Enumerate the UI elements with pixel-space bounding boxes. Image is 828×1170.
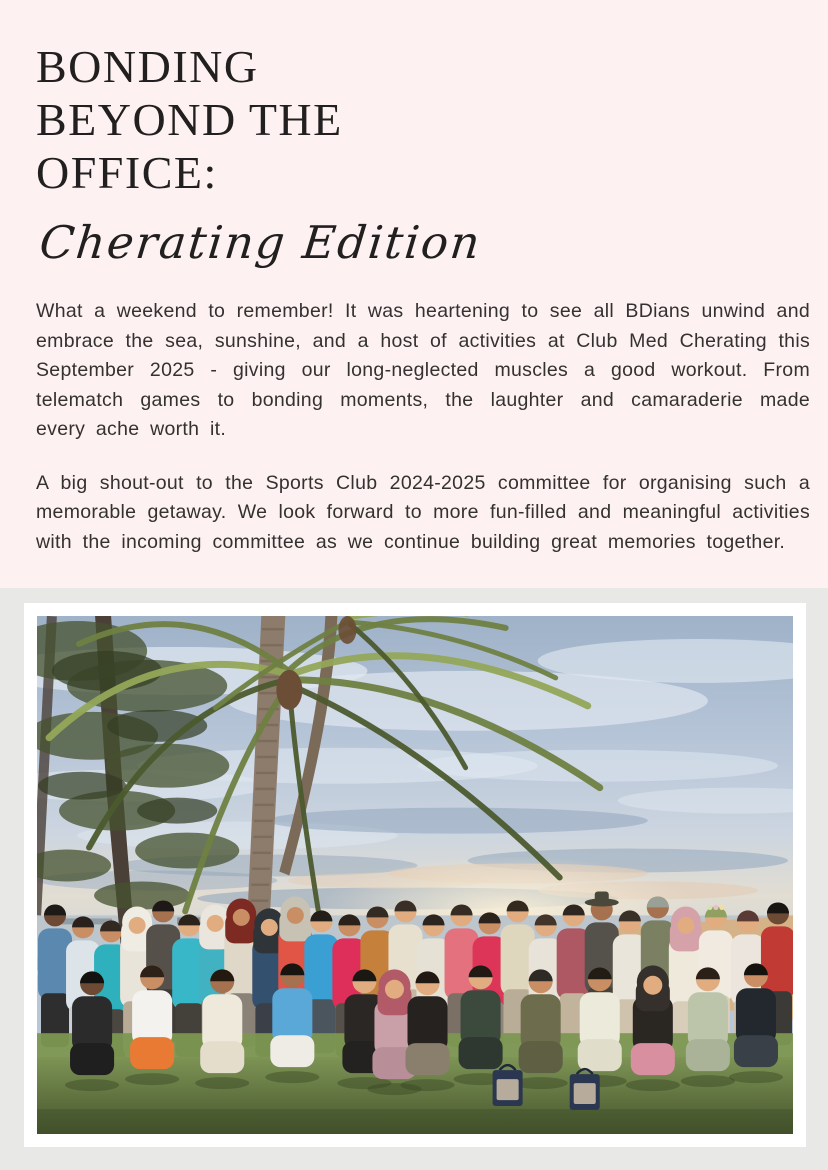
article-subtitle: Cherating Edition — [37, 216, 485, 269]
photo-section — [0, 588, 828, 1170]
group-photo-illustration — [37, 616, 793, 1134]
article-title — [36, 40, 810, 199]
article-paragraph-2: A big shout-out to the Sports Club 2024-2025 committee for organising such a memorable getaway. We look forward to more fun-filled and meaningful activities with the incoming committee as we continue building great memories together. — [36, 471, 810, 553]
article-paragraph-1: What a weekend to remember! It was heartening to see all BDians unwind and embrace the sea, sunshine, and a host of activities at Club Med Cherating this September 2025 - giving our long-neglected muscles a good workout. From telematch games to bonding moments, the laughter and camaraderie made every ache worth it. — [36, 300, 810, 440]
title-line-1: BONDING — [36, 41, 259, 92]
title-line-3: OFFICE: — [36, 147, 218, 198]
group-photo — [37, 616, 793, 1134]
group-photo-frame — [24, 603, 806, 1147]
title-line-2: BEYOND THE — [36, 94, 343, 145]
